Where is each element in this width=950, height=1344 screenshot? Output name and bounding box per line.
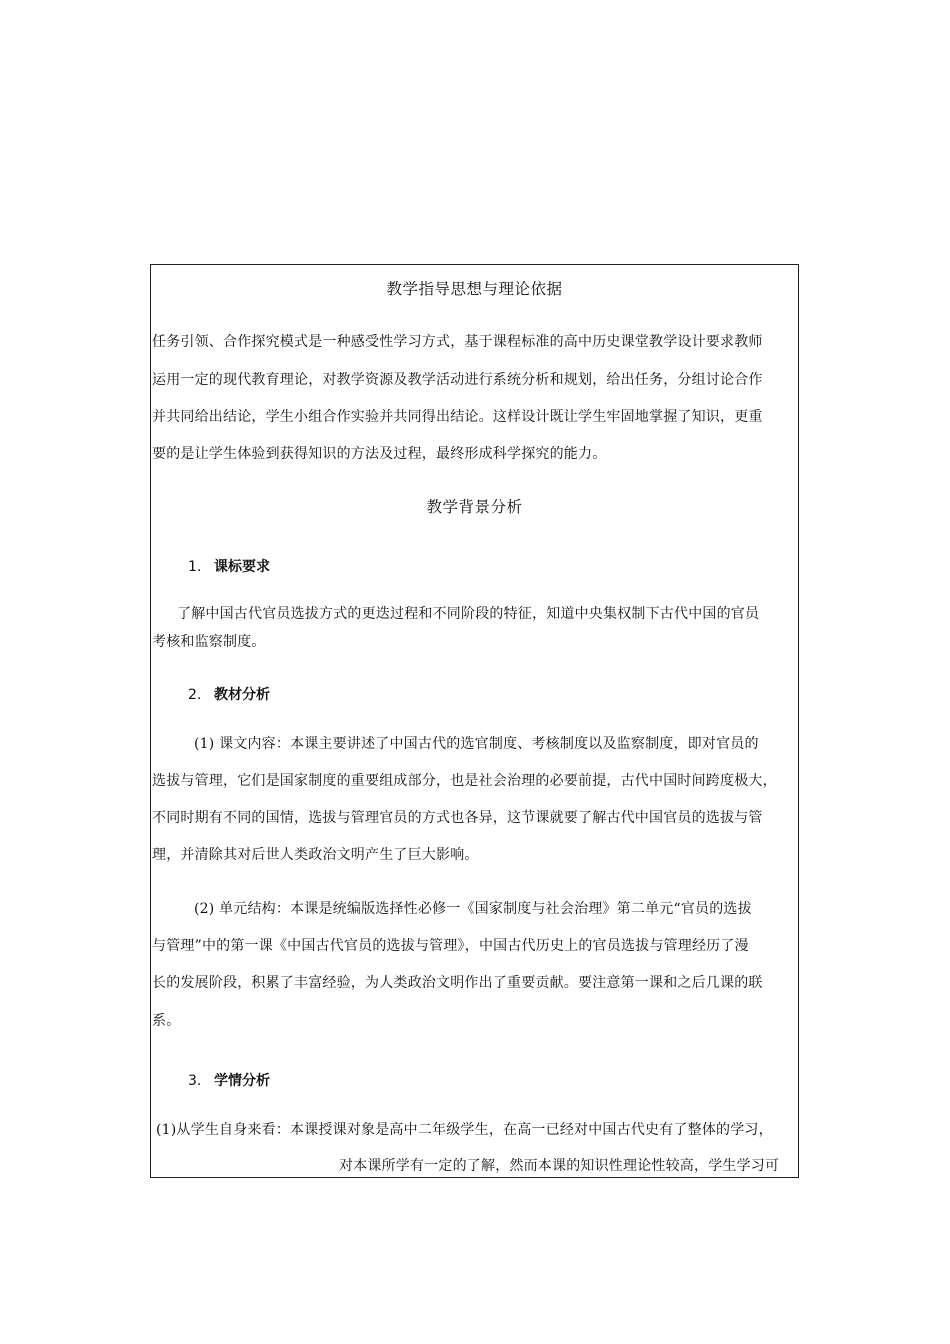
heading-label: 教材分析 xyxy=(214,687,270,703)
heading-curriculum-requirements xyxy=(188,558,270,576)
heading-student-analysis xyxy=(188,1072,270,1090)
paragraph-line: 要的是让学生体验到获得知识的方法及过程，最终形成科学探究的能力。 xyxy=(152,446,607,462)
paragraph-line: (1) 课文内容：本课主要讲述了中国古代的选官制度、考核制度以及监察制度，即对官员的 xyxy=(194,736,759,752)
section-title-guiding-thought: 教学指导思想与理论依据 xyxy=(386,280,563,298)
heading-textbook-analysis xyxy=(188,686,270,704)
heading-number: 1. xyxy=(188,559,202,575)
section-title-background-analysis: 教学背景分析 xyxy=(426,498,523,516)
paragraph-line: 选拔与管理，它们是国家制度的重要组成部分，也是社会治理的必要前提，古代中国时间跨度极大， xyxy=(152,773,777,789)
paragraph-line: 不同时期有不同的国情，选拔与管理官员的方式也各异，这节课就要了解古代中国官员的选拔与管 xyxy=(152,810,763,826)
paragraph-line: (1)从学生自身来看：本课授课对象是高中二年级学生，在高一已经对中国古代史有了整体的学习， xyxy=(156,1122,773,1138)
paragraph-line: (2) 单元结构：本课是统编版选择性必修一《国家制度与社会治理》第二单元“官员的选拔 xyxy=(194,901,752,917)
paragraph-line: 长的发展阶段，积累了丰富经验，为人类政治文明作出了重要贡献。要注意第一课和之后几课的联 xyxy=(152,975,763,991)
heading-number: 2. xyxy=(188,687,202,703)
heading-label: 课标要求 xyxy=(214,559,270,575)
paragraph-line: 了解中国古代官员选拔方式的更迭过程和不同阶段的特征，知道中央集权制下古代中国的官员 xyxy=(177,606,760,622)
paragraph-line: 任务引领、合作探究模式是一种感受性学习方式，基于课程标准的高中历史课堂教学设计要求教师 xyxy=(152,334,763,350)
paragraph-line: 与管理”中的第一课《中国古代官员的选拔与管理》，中国古代历史上的官员选拔与管理经历了漫 xyxy=(152,938,749,954)
paragraph-line: 理，并清除其对后世人类政治文明产生了巨大影响。 xyxy=(152,847,479,863)
paragraph-line: 对本课所学有一定的了解，然而本课的知识性理论性较高，学生学习可 xyxy=(339,1158,780,1174)
paragraph-line: 运用一定的现代教育理论，对教学资源及教学活动进行系统分析和规划，给出任务，分组讨论合作 xyxy=(152,372,763,388)
content-table-frame xyxy=(150,264,799,1178)
heading-label: 学情分析 xyxy=(214,1073,270,1089)
paragraph-line: 系。 xyxy=(152,1013,181,1029)
paragraph-line: 考核和监察制度。 xyxy=(152,634,266,650)
heading-number: 3. xyxy=(188,1073,202,1089)
paragraph-line: 并共同给出结论，学生小组合作实验并共同得出结论。这样设计既让学生牢固地掌握了知识，更重 xyxy=(152,409,763,425)
